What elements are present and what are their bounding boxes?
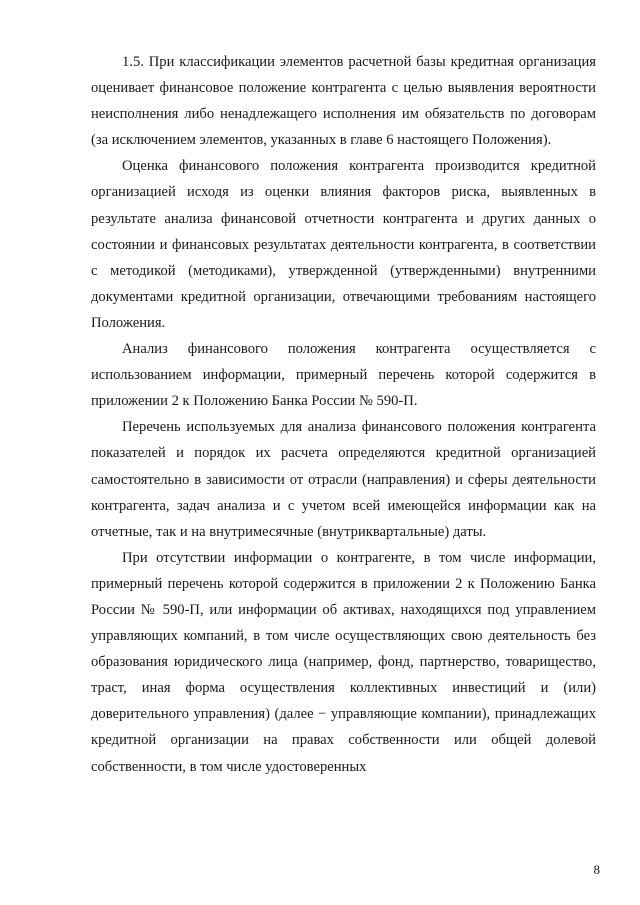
page-number: 8 — [593, 862, 600, 877]
paragraph-analysis-information: Анализ финансового положения контрагента осуществляется с использованием информации, примерный перечень которой содержится в приложении 2 к Положению Банка России № 590-П. — [91, 341, 596, 410]
paragraph-indicators-list: Перечень используемых для анализа финансового положения контрагента показателей и порядок их расчета определяются кредитной организацией самостоятельно в зависимости от отрасли (направления) и сферы деятельности контрагента, задач анализа и с учетом всей имеющейся информации как на отчетные, так и на внутримесячные (внутриквартальные) даты. — [91, 419, 596, 540]
paragraph-1-5-classification: 1.5. При классификации элементов расчетной базы кредитная организация оценивает финансовое положение контрагента с целью выявления вероятности неисполнения либо ненадлежащего исполнения им обязательств по договорам (за исключением элементов, указанных в главе 6 настоящего Положения). — [91, 54, 596, 149]
paragraph-missing-information: При отсутствии информации о контрагенте, в том числе информации, примерный перечень которой содержится в приложении 2 к Положению Банка России № 590-П, или информации об активах, находящихся под управлением управляющих компаний, в том числе осуществляющих свою деятельность без образования юридического лица (например, фонд, партнерство, товарищество, траст, иная форма осуществления коллективных инвестиций и (или) доверительного управления) (далее − управляющие компании), принадлежащих кредитной организации на правах собственности или общей долевой собственности, в том числе удостоверенных — [91, 549, 596, 775]
body-text — [91, 49, 596, 780]
paragraph-financial-assessment: Оценка финансового положения контрагента производится кредитной организацией исходя из оценки влияния факторов риска, выявленных в результате анализа финансовой отчетности контрагента и других данных о состоянии и финансовых результатах деятельности контрагента, в соответствии с методикой (методиками), утвержденной (утвержденными) внутренними документами кредитной организации, отвечающими требованиям настоящего Положения. — [91, 158, 596, 331]
